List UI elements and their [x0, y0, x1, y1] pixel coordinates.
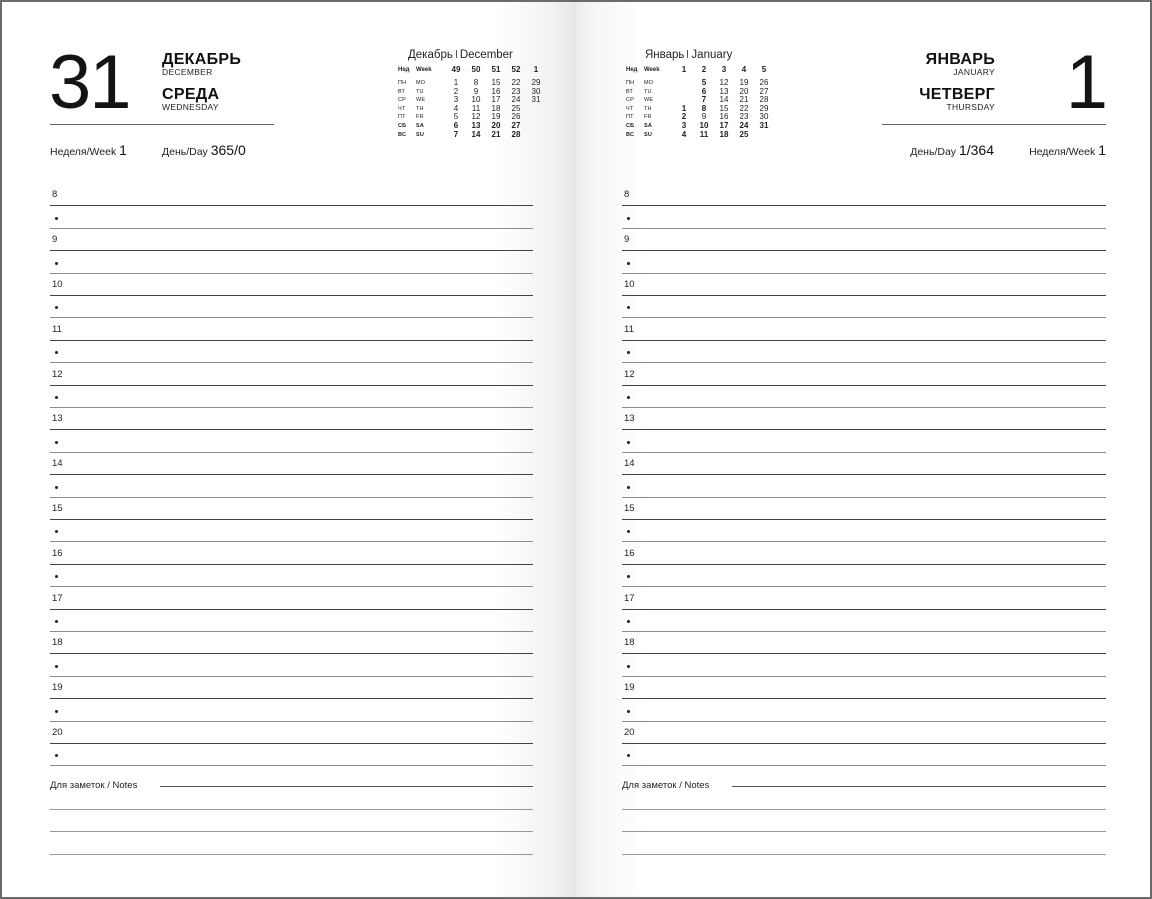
calendar-day: 31: [759, 120, 769, 130]
calendar-day: 1: [453, 78, 459, 87]
month-name-en: JANUARY: [953, 67, 995, 77]
calendar-day: 22: [739, 103, 749, 113]
calendar-day: [754, 131, 774, 140]
half-hour-row[interactable]: [622, 520, 1106, 542]
hour-row[interactable]: [50, 542, 533, 564]
notes-label: Для заметок / Notes: [622, 780, 713, 791]
hour-row[interactable]: [622, 363, 1106, 385]
mini-calendar-january: [626, 49, 774, 139]
hour-row[interactable]: [50, 722, 533, 744]
bullet-icon: [55, 351, 58, 354]
half-hour-row[interactable]: [622, 699, 1106, 721]
notes-header-rule: [732, 786, 1106, 787]
right-page: [576, 2, 1150, 897]
bullet-icon: [55, 486, 58, 489]
half-hour-row[interactable]: [622, 386, 1106, 408]
calendar-day: 13: [471, 120, 481, 130]
hour-row[interactable]: [50, 184, 533, 206]
day-number: 31: [49, 40, 130, 125]
schedule-right: [622, 184, 1106, 784]
calendar-day: 13: [719, 86, 729, 96]
calendar-day: 7: [701, 95, 707, 105]
month-name-en: DECEMBER: [162, 67, 213, 77]
calendar-day: 19: [491, 112, 501, 122]
calendar-day: 27: [759, 86, 769, 96]
calendar-day: 26: [759, 78, 769, 87]
weekday-abbr-ru: СБ: [626, 122, 635, 129]
weekday-abbr-ru: ВС: [626, 131, 635, 138]
calendar-day: 25: [739, 129, 749, 139]
weekday-abbr-en: WE: [644, 97, 654, 104]
hour-label: 20: [624, 726, 635, 738]
calendar-day: 7: [453, 129, 459, 139]
hour-row[interactable]: [50, 318, 533, 340]
half-hour-row[interactable]: [622, 251, 1106, 273]
bullet-icon: [627, 486, 630, 489]
calendar-day: 9: [473, 86, 479, 96]
hour-row[interactable]: [622, 274, 1106, 296]
calendar-row-su: [398, 131, 546, 140]
notes-label: Для заметок / Notes: [50, 780, 141, 791]
title-separator: [687, 50, 688, 58]
mini-calendar-title: [645, 49, 774, 61]
calendar-day: 28: [511, 129, 521, 139]
hour-label: 11: [52, 323, 62, 335]
weekday-abbr-en: SU: [644, 131, 653, 138]
hour-label: 20: [52, 726, 63, 738]
calendar-day: 3: [453, 95, 459, 105]
weekday-abbr-ru: ПТ: [626, 114, 634, 121]
calendar-day: 12: [471, 112, 481, 122]
calendar-day: 10: [699, 120, 709, 130]
bullet-icon: [627, 306, 630, 309]
half-hour-row[interactable]: [50, 610, 533, 632]
calendar-day: 20: [739, 86, 749, 96]
week-number: 3: [721, 65, 727, 74]
hour-label: 12: [52, 368, 63, 380]
corner-ru: Нед: [626, 67, 638, 73]
calendar-day: 1: [681, 103, 687, 113]
week-indicator: [1029, 144, 1106, 158]
day-of-year-indicator: [162, 144, 246, 158]
half-hour-row[interactable]: [50, 296, 533, 318]
calendar-day: [526, 122, 546, 131]
bullet-icon: [55, 530, 58, 533]
calendar-day: 18: [719, 129, 729, 139]
week-number: 5: [761, 65, 767, 74]
weekday-abbr-en: MO: [416, 80, 426, 86]
calendar-day: 16: [491, 86, 501, 96]
bullet-icon: [55, 262, 58, 265]
hour-row[interactable]: [50, 498, 533, 520]
calendar-day: 19: [739, 78, 749, 87]
calendar-day: 16: [719, 112, 729, 122]
calendar-row-we: [626, 96, 774, 105]
half-hour-row[interactable]: [50, 475, 533, 497]
calendar-day: 18: [491, 103, 501, 113]
mini-calendar-title: [408, 49, 546, 61]
half-hour-row[interactable]: [622, 654, 1106, 676]
title-separator: [456, 50, 457, 58]
hour-row[interactable]: [622, 587, 1106, 609]
weekday-abbr-ru: ВС: [398, 131, 407, 138]
bullet-icon: [627, 710, 630, 713]
mini-calendar-grid: [626, 65, 774, 139]
calendar-day: 22: [511, 78, 521, 87]
half-hour-row[interactable]: [50, 520, 533, 542]
bullet-icon: [627, 665, 630, 668]
mini-calendar-title-en: December: [459, 49, 513, 61]
hour-label: 16: [624, 547, 635, 559]
mini-calendar-grid: [398, 65, 546, 139]
hour-label: 8: [52, 189, 58, 201]
bullet-icon: [55, 441, 58, 444]
corner-en: Week: [416, 67, 432, 73]
hour-row[interactable]: [622, 408, 1106, 430]
half-hour-row[interactable]: [50, 430, 533, 452]
calendar-day: 9: [701, 112, 707, 122]
mini-calendar-title-en: January: [691, 49, 733, 61]
bullet-icon: [55, 217, 58, 220]
hour-row[interactable]: [50, 587, 533, 609]
calendar-day: [674, 88, 694, 97]
hour-row[interactable]: [622, 229, 1106, 251]
hour-row[interactable]: [622, 498, 1106, 520]
day-label: День/Day: [910, 146, 957, 158]
bullet-icon: [55, 665, 58, 668]
calendar-day: 6: [701, 86, 707, 96]
hour-label: 9: [52, 234, 58, 246]
calendar-day: 2: [681, 112, 687, 122]
half-hour-row[interactable]: [622, 430, 1106, 452]
bullet-icon: [55, 396, 58, 399]
hour-row[interactable]: [50, 363, 533, 385]
hour-label: 17: [52, 592, 63, 604]
hour-label: 14: [624, 458, 635, 470]
calendar-day: 21: [491, 129, 501, 139]
schedule-left: [50, 184, 533, 784]
weekday-abbr-ru: ВТ: [398, 88, 406, 95]
hour-label: 15: [52, 502, 63, 514]
notes-line[interactable]: [50, 831, 533, 832]
bullet-icon: [627, 441, 630, 444]
weekday-abbr-ru: СР: [626, 97, 635, 104]
day-of-year-indicator: [910, 144, 994, 158]
hour-row[interactable]: [50, 408, 533, 430]
calendar-day: 24: [739, 120, 749, 130]
week-number: 52: [511, 65, 521, 74]
hour-label: 8: [624, 189, 630, 201]
notes-header-rule: [160, 786, 533, 787]
weekday-abbr-ru: ПН: [398, 80, 407, 86]
bullet-icon: [627, 262, 630, 265]
mini-calendar-title-ru: Январь: [645, 49, 685, 61]
weekday-abbr-en: SU: [416, 131, 425, 138]
half-hour-row[interactable]: [622, 744, 1106, 766]
calendar-day: 14: [719, 95, 729, 105]
weekday-abbr-en: TU: [644, 88, 652, 95]
hour-label: 19: [624, 682, 635, 694]
calendar-day: 30: [531, 86, 541, 96]
calendar-row-th: [626, 105, 774, 114]
hour-label: 14: [52, 458, 63, 470]
weekday-abbr-ru: СБ: [398, 122, 407, 129]
hour-row[interactable]: [622, 542, 1106, 564]
weekday-abbr-ru: ПТ: [398, 114, 406, 121]
calendar-day: 31: [531, 95, 541, 105]
hour-row[interactable]: [50, 453, 533, 475]
calendar-day: 4: [681, 129, 687, 139]
weekday-abbr-en: TH: [416, 105, 424, 112]
calendar-day: 5: [453, 112, 459, 122]
hour-label: 18: [52, 637, 63, 649]
hour-row[interactable]: [622, 453, 1106, 475]
day-label: День/Day: [162, 146, 208, 158]
hour-label: 19: [52, 682, 63, 694]
calendar-day: 23: [739, 112, 749, 122]
bullet-icon: [627, 620, 630, 623]
notes-line[interactable]: [50, 809, 533, 810]
hour-row[interactable]: [622, 677, 1106, 699]
hour-label: 16: [52, 547, 63, 559]
hour-label: 13: [624, 413, 635, 425]
weekday-ru: СРЕДА: [162, 86, 220, 103]
corner-en: Week: [644, 67, 660, 73]
bullet-icon: [627, 530, 630, 533]
calendar-day: 15: [719, 103, 729, 113]
week-label: Неделя/Week: [50, 146, 117, 158]
calendar-day: 30: [759, 112, 769, 122]
bullet-icon: [627, 217, 630, 220]
week-number: 1: [681, 65, 687, 74]
bullet-icon: [627, 754, 630, 757]
calendar-row-su: [626, 131, 774, 140]
day-value: 365/0: [210, 142, 246, 158]
header-rule: [50, 124, 274, 125]
calendar-day: 15: [491, 78, 501, 87]
week-value: 1: [119, 142, 127, 158]
weekday-abbr-en: FR: [416, 114, 424, 121]
hour-label: 12: [624, 368, 635, 380]
calendar-day: 17: [719, 120, 729, 130]
weekday-en: THURSDAY: [946, 102, 995, 112]
half-hour-row[interactable]: [50, 565, 533, 587]
notes-line[interactable]: [50, 854, 533, 855]
week-number: 4: [741, 65, 747, 74]
calendar-day: 21: [739, 95, 749, 105]
calendar-day: 8: [473, 78, 479, 87]
mini-calendar-title-ru: Декабрь: [408, 49, 453, 61]
calendar-row-mo: [398, 79, 546, 88]
calendar-day: 28: [759, 95, 769, 105]
half-hour-row[interactable]: [50, 341, 533, 363]
half-hour-row[interactable]: [622, 296, 1106, 318]
month-name-ru: ЯНВАРЬ: [925, 51, 995, 68]
calendar-day: 3: [681, 120, 687, 130]
calendar-day: 6: [453, 120, 459, 130]
hour-row[interactable]: [50, 632, 533, 654]
weekday-abbr-ru: ВТ: [626, 88, 634, 95]
calendar-day: 2: [453, 86, 459, 96]
weekday-abbr-ru: ЧТ: [398, 105, 406, 112]
header-rule: [882, 124, 1106, 125]
week-number: 51: [491, 65, 501, 74]
calendar-row-tu: [626, 88, 774, 97]
week-number: 1: [533, 65, 539, 74]
notes-line[interactable]: [622, 854, 1106, 855]
bullet-icon: [55, 306, 58, 309]
hour-row[interactable]: [622, 184, 1106, 206]
weekday-en: WEDNESDAY: [162, 102, 219, 112]
hour-label: 10: [52, 278, 63, 290]
calendar-day: 20: [491, 120, 501, 130]
weekday-ru: ЧЕТВЕРГ: [919, 86, 995, 103]
bullet-icon: [55, 575, 58, 578]
calendar-day: 10: [471, 95, 481, 105]
bullet-icon: [627, 351, 630, 354]
hour-row[interactable]: [50, 677, 533, 699]
half-hour-row[interactable]: [50, 744, 533, 766]
weekday-abbr-ru: ЧТ: [626, 105, 634, 112]
half-hour-row[interactable]: [50, 251, 533, 273]
hour-label: 13: [52, 413, 63, 425]
half-hour-row[interactable]: [50, 699, 533, 721]
week-number: 2: [701, 65, 707, 74]
weekday-abbr-en: MO: [644, 80, 654, 86]
bullet-icon: [55, 754, 58, 757]
hour-label: 15: [624, 502, 635, 514]
weekday-abbr-en: FR: [644, 114, 652, 121]
half-hour-row[interactable]: [622, 206, 1106, 228]
bullet-icon: [627, 396, 630, 399]
calendar-day: 11: [471, 103, 481, 113]
half-hour-row[interactable]: [622, 610, 1106, 632]
calendar-day: 25: [511, 103, 521, 113]
week-indicator: [50, 144, 127, 158]
half-hour-row[interactable]: [50, 386, 533, 408]
calendar-day: 14: [471, 129, 481, 139]
week-value: 1: [1098, 142, 1106, 158]
half-hour-row[interactable]: [622, 565, 1106, 587]
bullet-icon: [627, 575, 630, 578]
hour-label: 9: [624, 234, 630, 246]
hour-row[interactable]: [50, 229, 533, 251]
hour-row[interactable]: [50, 274, 533, 296]
calendar-day: 5: [701, 78, 707, 87]
hour-row[interactable]: [622, 318, 1106, 340]
mini-calendar-december: [398, 49, 546, 139]
week-number: 49: [451, 65, 461, 74]
calendar-row-mo: [626, 79, 774, 88]
weekday-abbr-ru: СР: [398, 97, 407, 104]
hour-row[interactable]: [622, 722, 1106, 744]
calendar-day: 4: [453, 103, 459, 113]
corner-ru: Нед: [398, 67, 410, 73]
half-hour-row[interactable]: [622, 341, 1106, 363]
bullet-icon: [55, 710, 58, 713]
calendar-day: 11: [699, 129, 709, 139]
day-number: 1: [1065, 40, 1106, 125]
calendar-day: 27: [511, 120, 521, 130]
left-page: [2, 2, 576, 897]
calendar-day: 29: [531, 78, 541, 87]
weekday-abbr-en: TH: [644, 105, 652, 112]
half-hour-row[interactable]: [50, 654, 533, 676]
week-label: Неделя/Week: [1029, 146, 1096, 158]
calendar-day: 23: [511, 86, 521, 96]
weekday-abbr-en: WE: [416, 97, 426, 104]
bullet-icon: [55, 620, 58, 623]
weekday-abbr-en: SA: [644, 122, 653, 129]
calendar-day: 24: [511, 95, 521, 105]
half-hour-row[interactable]: [50, 206, 533, 228]
weekday-abbr-ru: ПН: [626, 80, 635, 86]
calendar-day: 8: [701, 103, 707, 113]
calendar-day: [526, 113, 546, 122]
calendar-day: 17: [491, 95, 501, 105]
calendar-day: 29: [759, 103, 769, 113]
weekday-abbr-en: TU: [416, 88, 424, 95]
half-hour-row[interactable]: [622, 475, 1106, 497]
calendar-day: [526, 105, 546, 114]
calendar-day: 26: [511, 112, 521, 122]
day-value: 1/364: [958, 142, 994, 158]
calendar-day: [526, 131, 546, 140]
hour-row[interactable]: [622, 632, 1106, 654]
week-number: 50: [471, 65, 481, 74]
hour-label: 17: [624, 592, 635, 604]
hour-label: 11: [624, 323, 634, 335]
calendar-day: 12: [719, 78, 729, 87]
hour-label: 10: [624, 278, 635, 290]
notes-line[interactable]: [622, 809, 1106, 810]
hour-label: 18: [624, 637, 635, 649]
notes-line[interactable]: [622, 831, 1106, 832]
calendar-day: [674, 79, 694, 88]
month-name-ru: ДЕКАБРЬ: [162, 51, 242, 68]
weekday-abbr-en: SA: [416, 122, 425, 129]
